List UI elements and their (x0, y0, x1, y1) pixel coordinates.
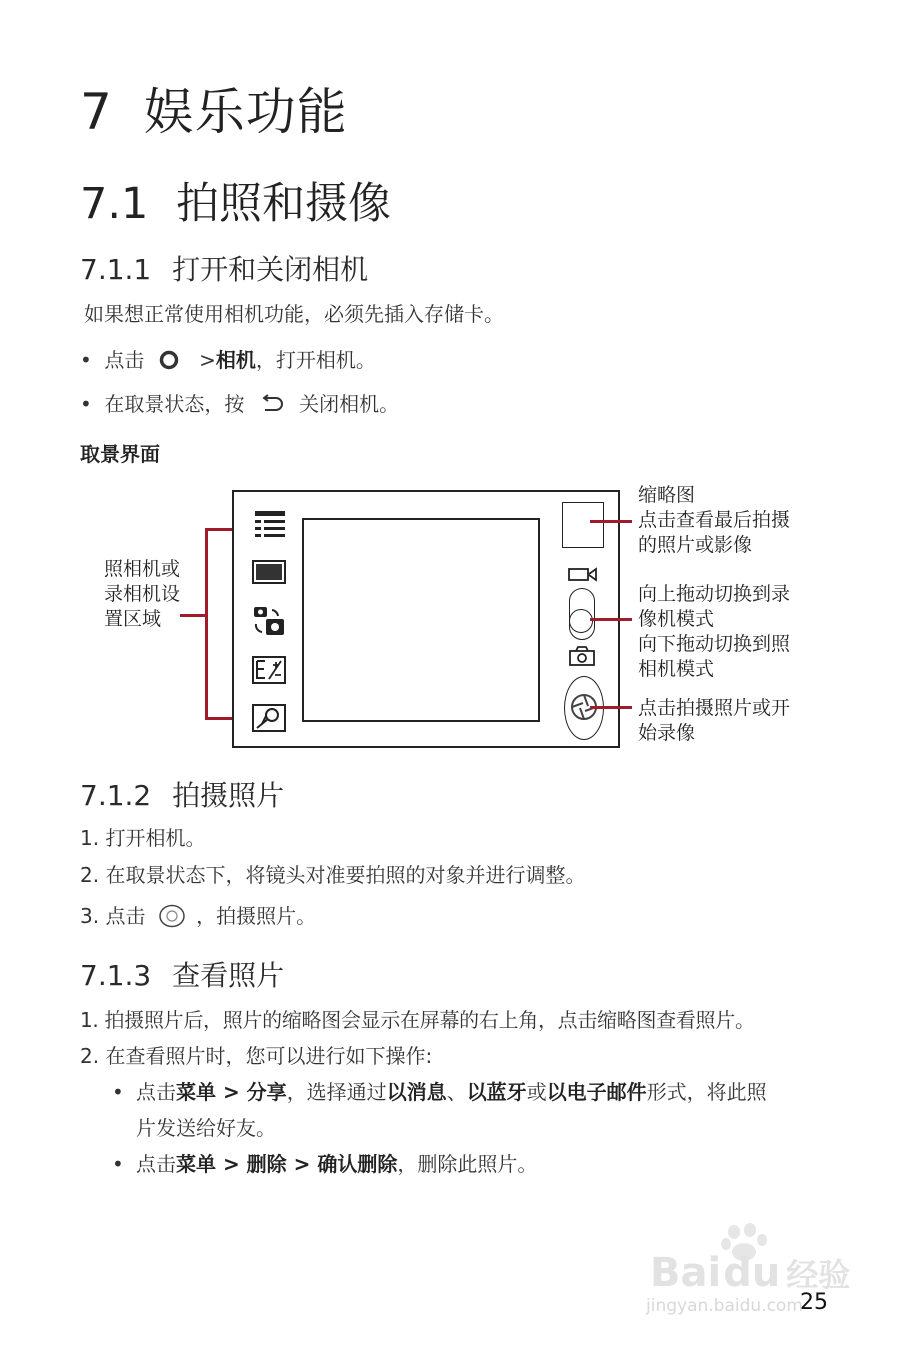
subsection-heading-open-close (80, 248, 368, 288)
thumbnail[interactable] (562, 502, 604, 548)
watermark-url: jingyan.baidu.com (646, 1296, 803, 1316)
viewfinder-figure (232, 490, 620, 748)
subsection-heading-take-photo (80, 774, 284, 814)
preview-area (302, 518, 540, 722)
thumbnail-callout-label: 缩略图 点击查看最后拍摄 的照片或影像 (638, 484, 791, 556)
switch-callout-label: 向上拖动切换到录 像机模式 向下拖动切换到照 相机模式 (638, 583, 791, 680)
bullet-delete: • 点击菜单 > 删除 > 确认删除，删除此照片。 (112, 1152, 538, 1176)
photo-camera-icon (569, 646, 595, 666)
step-text: 2. 在查看照片时，您可以进行如下操作: (80, 1044, 433, 1068)
subsection-title: 查看照片 (172, 959, 285, 992)
bullet-close-camera: • 在取景状态，按 关闭相机。 (80, 392, 400, 416)
intro-text: 如果想正常使用相机功能，必须先插入存储卡。 (84, 302, 504, 326)
bullet-share: • 点击菜单 > 分享，选择通过以消息、以蓝牙或以电子邮件形式，将此照 (112, 1080, 767, 1104)
step-text: 1. 拍摄照片后，照片的缩略图会显示在屏幕的右上角，点击缩略图查看照片。 (80, 1008, 755, 1032)
bullet-share-continued: 片发送给好友。 (136, 1116, 276, 1140)
subsection-title: 打开和关闭相机 (172, 253, 369, 286)
chapter-title: 娱乐功能 (143, 83, 348, 141)
chapter-number: 7 (80, 83, 113, 141)
subsection-title: 拍摄照片 (172, 779, 285, 812)
step-text: 2. 在取景状态下，将镜头对准要拍照的对象并进行调整。 (80, 863, 586, 887)
step-text: 1. 打开相机。 (80, 826, 206, 850)
subsection-number: 7.1.3 (80, 959, 152, 992)
shutter-callout-label: 点击拍摄照片或开 始录像 (638, 697, 791, 744)
section-title: 拍照和摄像 (176, 179, 392, 229)
subsection-heading-view-photo (80, 954, 284, 994)
section-number: 7.1 (80, 179, 149, 229)
mode-switch[interactable] (569, 588, 595, 640)
page-number: 25 (800, 1290, 828, 1315)
subsection-number: 7.1.2 (80, 779, 152, 812)
back-arrow-icon (255, 393, 289, 415)
section-heading (80, 170, 391, 231)
switch-camera-icon (252, 604, 286, 638)
subsection-number: 7.1.1 (80, 253, 152, 286)
bullet-open-camera: • 点击 >相机，打开相机。 (80, 348, 376, 372)
scene-mode-icon (252, 704, 286, 732)
menu-list-icon (254, 510, 286, 542)
video-camera-icon (568, 566, 598, 582)
aspect-ratio-icon (252, 560, 286, 584)
step-text: 3. 点击 ，拍摄照片。 (80, 904, 317, 928)
figure-title: 取景界面 (80, 442, 160, 466)
shutter-inline-icon (158, 904, 186, 928)
left-callout-label: 照相机或 录相机设 置区域 (104, 558, 181, 630)
exposure-icon (252, 656, 286, 684)
circle-app-icon (157, 349, 183, 371)
mode-switch-knob[interactable] (569, 609, 593, 633)
chapter-heading (80, 72, 348, 144)
